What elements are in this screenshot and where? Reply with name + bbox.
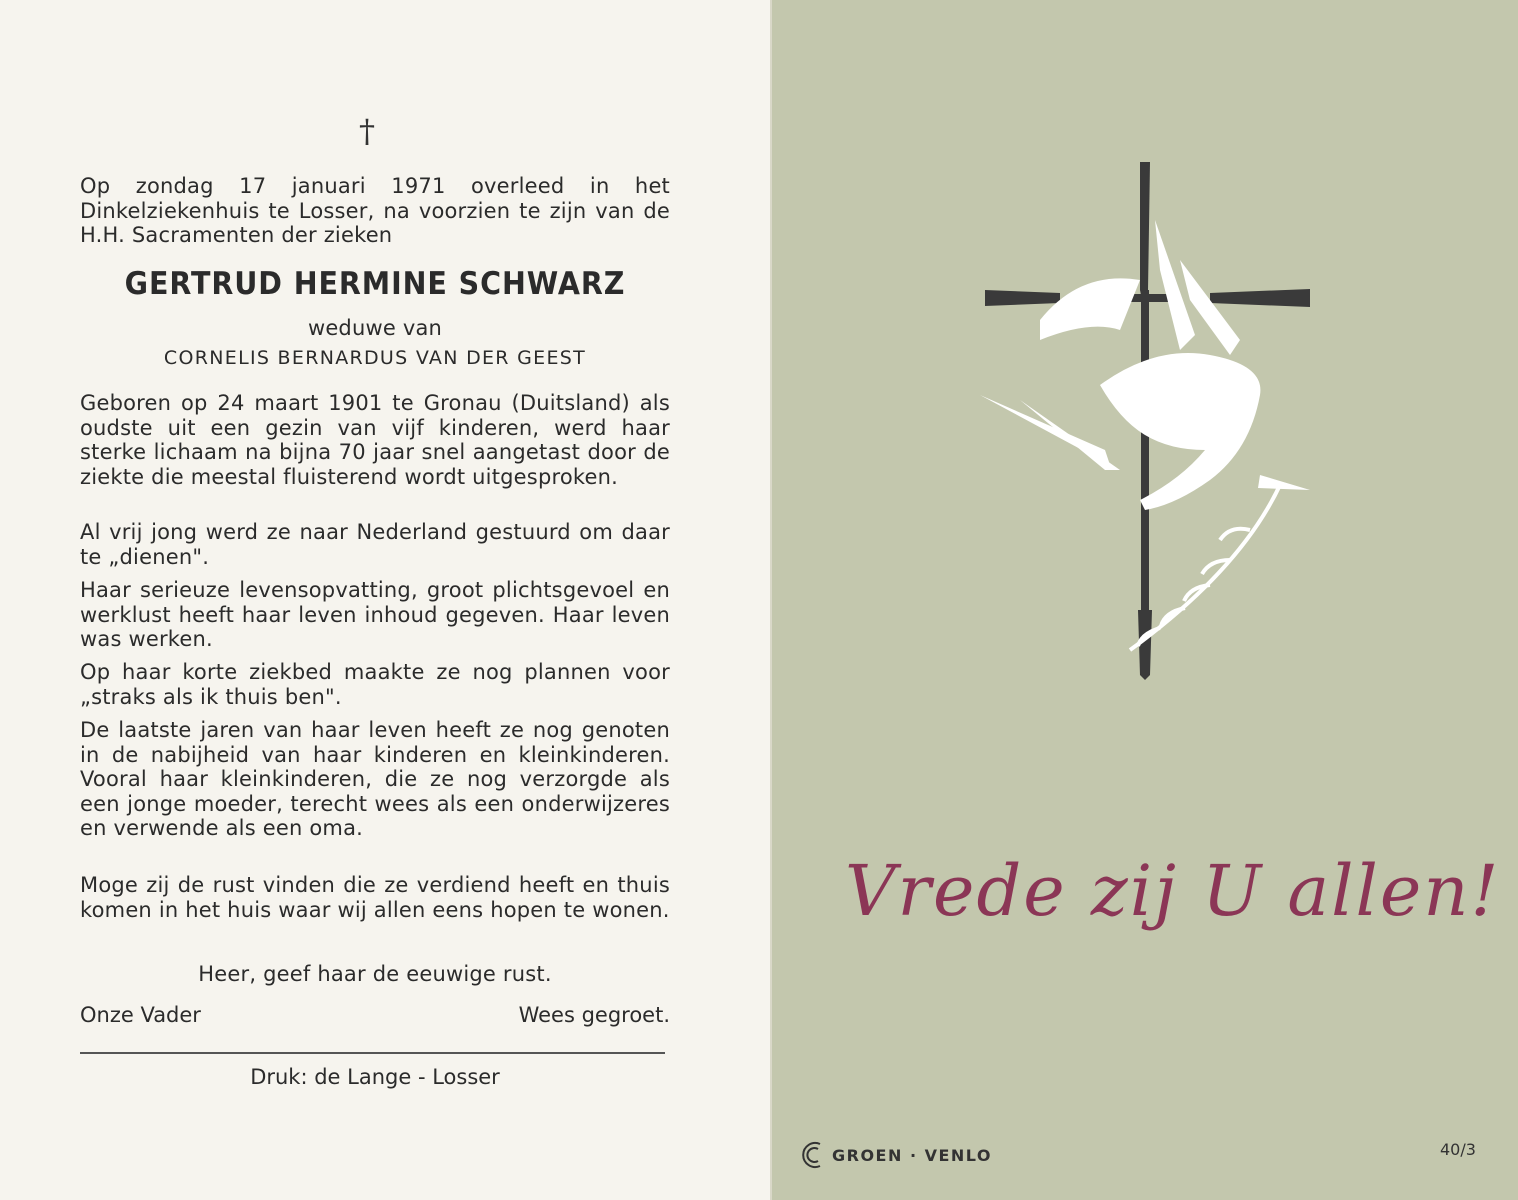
deceased-name: GERTRUD HERMINE SCHWARZ: [124, 266, 626, 302]
biography-paragraph: Haar serieuze levensopvatting, groot plichtsgevoel en werklust heeft haar leven inhoud gegeven. Haar leven was werken.: [80, 578, 670, 651]
husband-name: CORNELIS BERNARDUS VAN DER GEEST: [163, 347, 587, 369]
publisher-mark: [800, 1140, 992, 1170]
prayer-our-father: Onze Vader: [80, 1003, 201, 1027]
printer-credit: Druk: de Lange - Losser: [250, 1065, 500, 1089]
motto-text: Vrede zij U allen!: [845, 850, 1501, 932]
cross-icon: †: [359, 112, 375, 150]
publisher-logo-icon: [800, 1140, 826, 1170]
prayer-row: [80, 1003, 670, 1027]
catalog-number: 40/3: [1440, 1140, 1476, 1159]
biography-paragraph: Al vrij jong werd ze naar Nederland gestuurd om daar te „dienen".: [80, 520, 670, 569]
prayer-line: Heer, geef haar de eeuwige rust.: [198, 962, 552, 986]
cross-dove-illustration: [980, 150, 1340, 690]
prayer-hail-mary: Wees gegroet.: [518, 1003, 670, 1027]
olive-branch-icon: [1130, 485, 1280, 650]
biography-paragraph: Moge zij de rust vinden die ze verdiend heeft en thuis komen in het huis waar wij allen eens hopen te wonen.: [80, 873, 670, 922]
biography-paragraph: Geboren op 24 maart 1901 te Gronau (Duitsland) als oudste uit een gezin van vijf kinderen, werd haar sterke lichaam na bijna 70 jaar snel aangetast door de ziekte die meestal fluisterend wordt uitgesproken.: [80, 391, 670, 489]
biography-paragraph: Op haar korte ziekbed maakte ze nog plannen voor „straks als ik thuis ben".: [80, 660, 670, 709]
widow-of-label: weduwe van: [307, 316, 443, 340]
death-notice-intro: Op zondag 17 januari 1971 overleed in het Dinkelziekenhuis te Losser, na voorzien te zijn van de H.H. Sacramenten der zieken: [80, 174, 670, 247]
biography-paragraph: De laatste jaren van haar leven heeft ze nog genoten in de nabijheid van haar kinderen en kleinkinderen. Vooral haar kleinkinderen, die ze nog verzorgde als een jonge moeder, terecht wees als een onderwijzeres en verwende als een oma.: [80, 718, 670, 840]
divider-line: [80, 1052, 665, 1054]
publisher-name: GROEN · VENLO: [832, 1145, 993, 1165]
